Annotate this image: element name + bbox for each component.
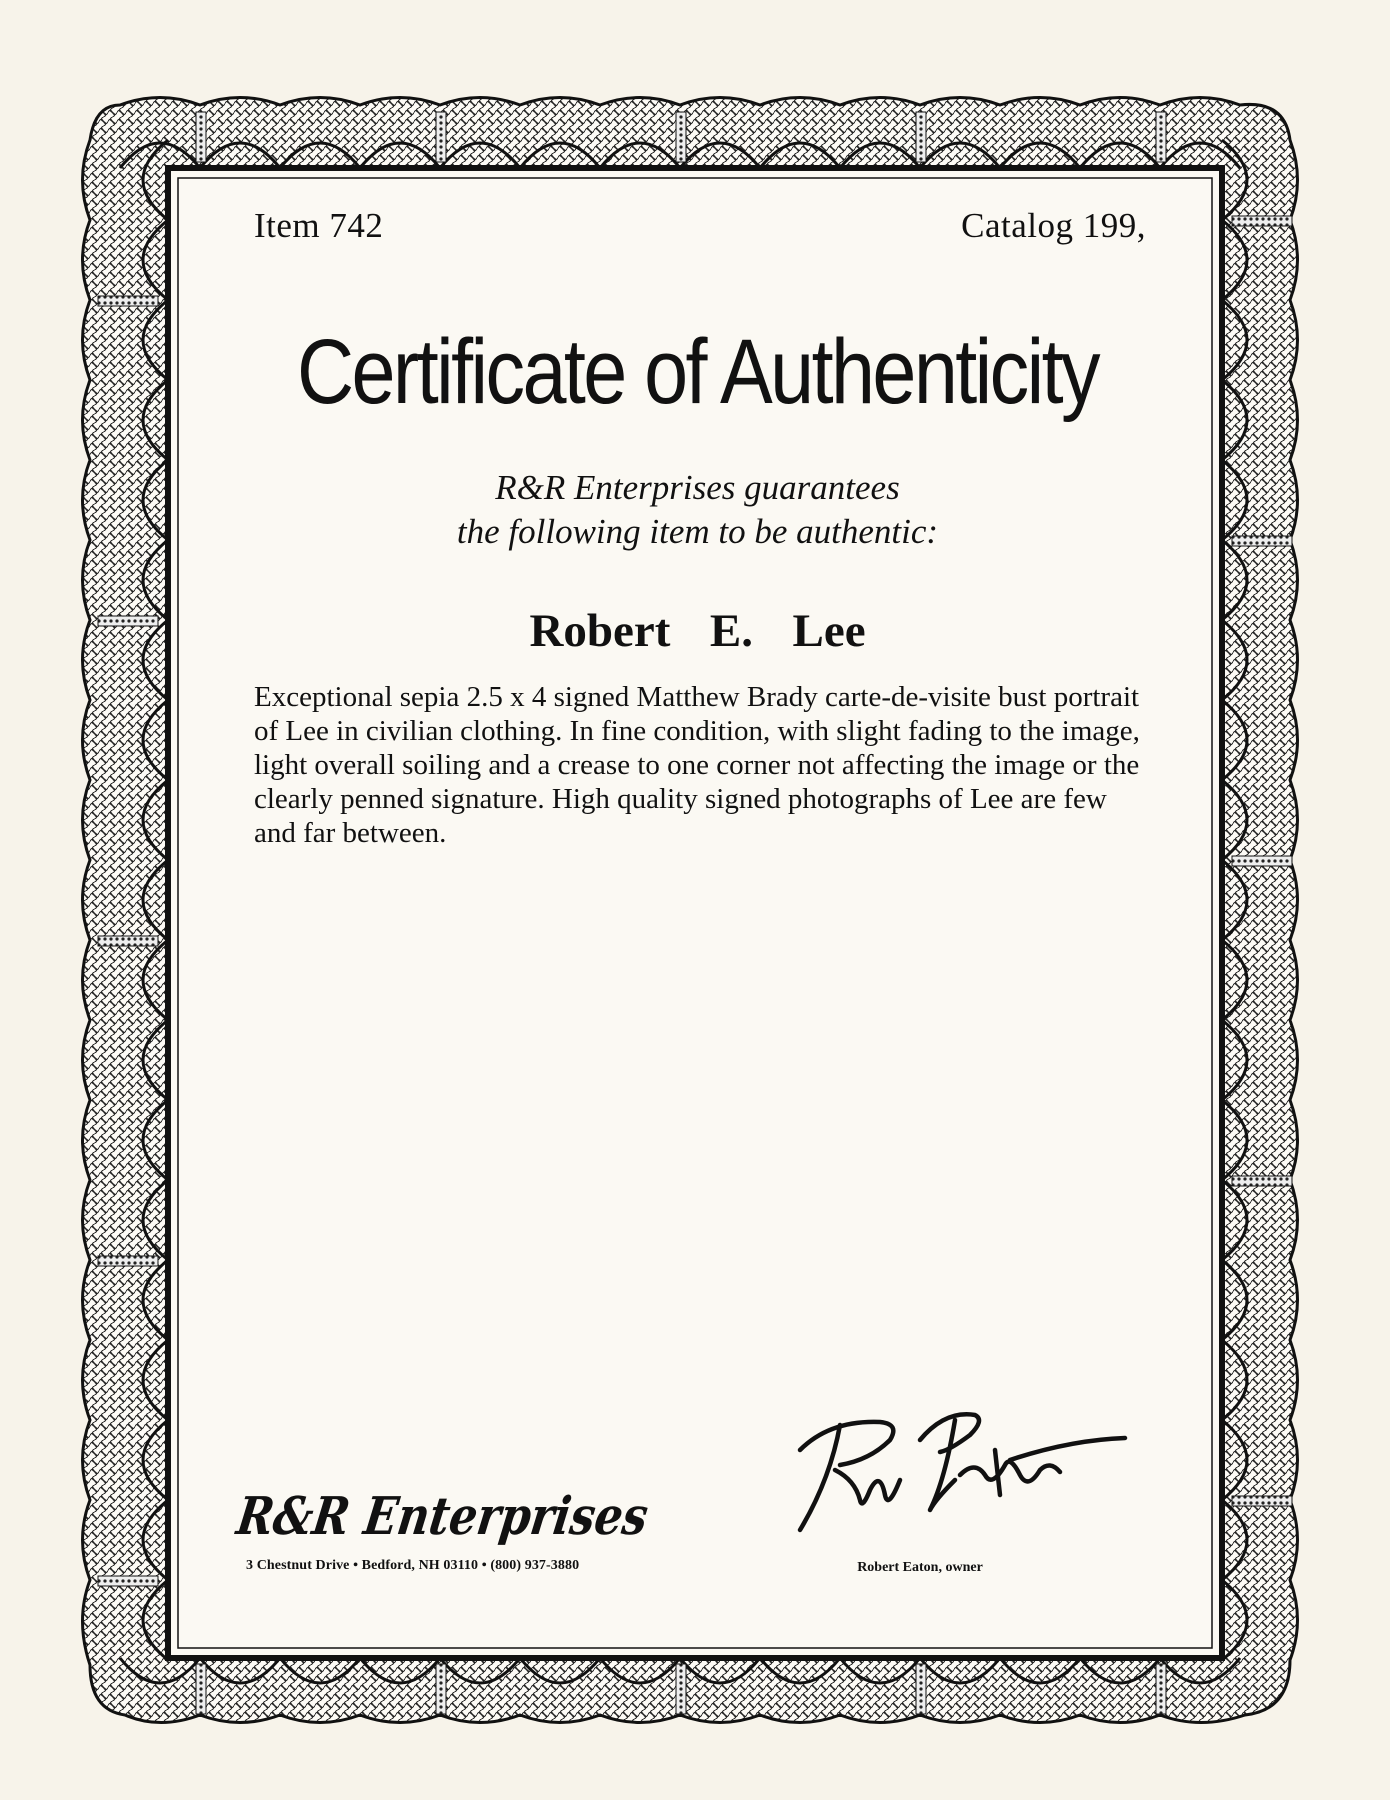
certificate-title: Certificate of Authenticity (296, 321, 1099, 423)
owner-signature (770, 1380, 1130, 1560)
company-address: 3 Chestnut Drive • Bedford, NH 03110 • (800) 937-3880 (246, 1558, 580, 1573)
svg-text:R&R Enterprises: R&R Enterprises (233, 1486, 731, 1547)
item-number: Item 742 (254, 206, 384, 245)
owner-name: Robert Eaton, owner (857, 1560, 983, 1575)
catalog-number: Catalog 199, (961, 206, 1146, 245)
guarantee-statement (180, 466, 1215, 554)
item-description: Exceptional sepia 2.5 x 4 signed Matthew Brady carte-de-visite bust portrait of Lee in civilian clothing. In fine condition, with slight fading to the image, light overall soiling and a crease to one corner not affecting the image or the clearly penned signature. High quality signed photographs of Lee are few and far between. (254, 681, 1140, 849)
rr-enterprises-logo (233, 1470, 731, 1560)
guarantee-line-1: R&R Enterprises guarantees (495, 468, 900, 507)
subject-name: Robert E. Lee (529, 605, 866, 657)
guarantee-line-2: the following item to be authentic: (456, 512, 939, 551)
